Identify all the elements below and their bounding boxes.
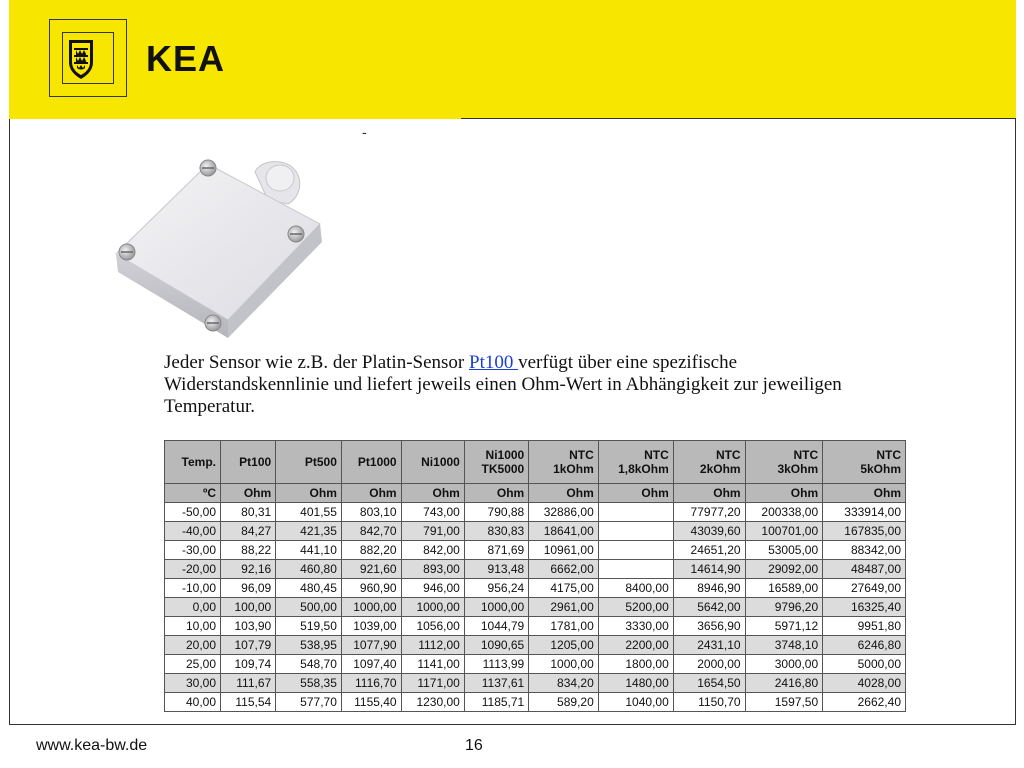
table-cell: 100701,00 bbox=[745, 522, 823, 541]
table-cell: 790,88 bbox=[464, 503, 528, 522]
table-cell: 1141,00 bbox=[401, 655, 464, 674]
table-cell: 1097,40 bbox=[341, 655, 401, 674]
table-cell: 519,50 bbox=[276, 617, 342, 636]
table-cell: 960,90 bbox=[341, 579, 401, 598]
table-cell: 946,00 bbox=[401, 579, 464, 598]
table-cell: 2000,00 bbox=[673, 655, 745, 674]
table-cell: 48487,00 bbox=[823, 560, 906, 579]
table-cell: 1480,00 bbox=[598, 674, 673, 693]
table-cell: 8400,00 bbox=[598, 579, 673, 598]
column-header: NTC 2kOhm bbox=[673, 441, 745, 484]
table-row bbox=[165, 560, 906, 579]
column-header: Pt100 bbox=[221, 441, 276, 484]
table-cell: 0,00 bbox=[165, 598, 221, 617]
table-cell: 1040,00 bbox=[598, 693, 673, 712]
column-unit: Ohm bbox=[529, 484, 599, 503]
column-unit: Ohm bbox=[823, 484, 906, 503]
table-cell: 2416,80 bbox=[745, 674, 823, 693]
table-cell: 577,70 bbox=[276, 693, 342, 712]
table-cell: 1597,50 bbox=[745, 693, 823, 712]
table-cell: 3656,90 bbox=[673, 617, 745, 636]
table-cell: -40,00 bbox=[165, 522, 221, 541]
column-header: NTC 3kOhm bbox=[745, 441, 823, 484]
table-cell: 441,10 bbox=[276, 541, 342, 560]
table-row bbox=[165, 522, 906, 541]
table-cell: 1116,70 bbox=[341, 674, 401, 693]
table-cell: 5971,12 bbox=[745, 617, 823, 636]
table-cell: 80,31 bbox=[221, 503, 276, 522]
description-intro: Jeder Sensor wie z.B. der Platin-Sensor bbox=[164, 352, 469, 373]
temperature-sensor-housing-icon bbox=[108, 142, 338, 342]
table-cell: 791,00 bbox=[401, 522, 464, 541]
table-row bbox=[165, 617, 906, 636]
table-header-row bbox=[165, 441, 906, 484]
table-cell bbox=[598, 522, 673, 541]
table-cell: 92,16 bbox=[221, 560, 276, 579]
table-cell: 1044,79 bbox=[464, 617, 528, 636]
table-cell: 2431,10 bbox=[673, 636, 745, 655]
column-header: Ni1000 TK5000 bbox=[464, 441, 528, 484]
table-cell: 2200,00 bbox=[598, 636, 673, 655]
table-cell: 1112,00 bbox=[401, 636, 464, 655]
column-header: NTC 5kOhm bbox=[823, 441, 906, 484]
table-cell: 88342,00 bbox=[823, 541, 906, 560]
brand-name: KEA bbox=[146, 38, 226, 79]
column-unit: Ohm bbox=[221, 484, 276, 503]
table-cell: 18641,00 bbox=[529, 522, 599, 541]
table-cell: 882,20 bbox=[341, 541, 401, 560]
table-cell: 2961,00 bbox=[529, 598, 599, 617]
table-cell: 103,90 bbox=[221, 617, 276, 636]
table-cell: -20,00 bbox=[165, 560, 221, 579]
table-cell: 29092,00 bbox=[745, 560, 823, 579]
table-row bbox=[165, 636, 906, 655]
pt100-link[interactable]: Pt100 bbox=[469, 352, 519, 373]
table-cell: 2662,40 bbox=[823, 693, 906, 712]
sensor-description bbox=[164, 352, 864, 418]
table-cell: 107,79 bbox=[221, 636, 276, 655]
table-cell: 109,74 bbox=[221, 655, 276, 674]
table-cell: 27649,00 bbox=[823, 579, 906, 598]
table-cell: 1077,90 bbox=[341, 636, 401, 655]
table-cell: 88,22 bbox=[221, 541, 276, 560]
table-cell: 77977,20 bbox=[673, 503, 745, 522]
table-cell: 25,00 bbox=[165, 655, 221, 674]
table-cell: 480,45 bbox=[276, 579, 342, 598]
table-cell: 1000,00 bbox=[464, 598, 528, 617]
table-cell: 9796,20 bbox=[745, 598, 823, 617]
column-unit: Ohm bbox=[401, 484, 464, 503]
table-cell: 1113,99 bbox=[464, 655, 528, 674]
table-cell: 4175,00 bbox=[529, 579, 599, 598]
table-cell: 1171,00 bbox=[401, 674, 464, 693]
table-row bbox=[165, 503, 906, 522]
table-cell: 1056,00 bbox=[401, 617, 464, 636]
table-cell: 871,69 bbox=[464, 541, 528, 560]
table-cell: 558,35 bbox=[276, 674, 342, 693]
table-cell: 3748,10 bbox=[745, 636, 823, 655]
page-number: 16 bbox=[465, 737, 483, 754]
table-cell: 956,24 bbox=[464, 579, 528, 598]
table-cell: -30,00 bbox=[165, 541, 221, 560]
table-cell: 5000,00 bbox=[823, 655, 906, 674]
column-unit: Ohm bbox=[598, 484, 673, 503]
table-cell: 1185,71 bbox=[464, 693, 528, 712]
column-unit: Ohm bbox=[276, 484, 342, 503]
table-cell: 16589,00 bbox=[745, 579, 823, 598]
table-cell: 1205,00 bbox=[529, 636, 599, 655]
table-cell: 1781,00 bbox=[529, 617, 599, 636]
description-rest: verfügt über eine spezifische Widerstandskennlinie und liefert jeweils einen Ohm-Wert in Abhängigkeit zur jeweiligen Temperatur. bbox=[164, 352, 842, 417]
table-cell: 84,27 bbox=[221, 522, 276, 541]
table-cell: 893,00 bbox=[401, 560, 464, 579]
column-unit: ºC bbox=[165, 484, 221, 503]
table-cell: 6246,80 bbox=[823, 636, 906, 655]
table-cell: 10,00 bbox=[165, 617, 221, 636]
table-cell: 20,00 bbox=[165, 636, 221, 655]
column-header: Pt1000 bbox=[341, 441, 401, 484]
table-cell: 24651,20 bbox=[673, 541, 745, 560]
table-cell: 100,00 bbox=[221, 598, 276, 617]
column-header: NTC 1kOhm bbox=[529, 441, 599, 484]
table-cell: 30,00 bbox=[165, 674, 221, 693]
table-cell: 1654,50 bbox=[673, 674, 745, 693]
table-cell: 921,60 bbox=[341, 560, 401, 579]
table-cell: 96,09 bbox=[221, 579, 276, 598]
column-header: Pt500 bbox=[276, 441, 342, 484]
header-bar bbox=[9, 0, 1016, 119]
column-unit: Ohm bbox=[673, 484, 745, 503]
table-cell: 1000,00 bbox=[341, 598, 401, 617]
table-cell: -10,00 bbox=[165, 579, 221, 598]
table-cell: 460,80 bbox=[276, 560, 342, 579]
table-cell: 842,70 bbox=[341, 522, 401, 541]
table-cell: 167835,00 bbox=[823, 522, 906, 541]
table-cell: 32886,00 bbox=[529, 503, 599, 522]
table-cell: 43039,60 bbox=[673, 522, 745, 541]
table-cell bbox=[598, 541, 673, 560]
table-cell: 3330,00 bbox=[598, 617, 673, 636]
table-cell: 16325,40 bbox=[823, 598, 906, 617]
resistance-table bbox=[164, 440, 906, 712]
table-cell: 1000,00 bbox=[401, 598, 464, 617]
column-unit: Ohm bbox=[341, 484, 401, 503]
table-cell: 743,00 bbox=[401, 503, 464, 522]
footer-url: www.kea-bw.de bbox=[36, 737, 148, 754]
table-cell: 200338,00 bbox=[745, 503, 823, 522]
table-cell: 842,00 bbox=[401, 541, 464, 560]
table-body bbox=[165, 503, 906, 712]
table-cell: 40,00 bbox=[165, 693, 221, 712]
table-cell: 9951,80 bbox=[823, 617, 906, 636]
column-header: Temp. bbox=[165, 441, 221, 484]
column-header: Ni1000 bbox=[401, 441, 464, 484]
table-cell: 548,70 bbox=[276, 655, 342, 674]
table-cell: 1230,00 bbox=[401, 693, 464, 712]
table-cell: 6662,00 bbox=[529, 560, 599, 579]
table-cell: 830,83 bbox=[464, 522, 528, 541]
table-cell: 803,10 bbox=[341, 503, 401, 522]
table-cell: 401,55 bbox=[276, 503, 342, 522]
column-header: NTC 1,8kOhm bbox=[598, 441, 673, 484]
table-cell: 333914,00 bbox=[823, 503, 906, 522]
table-cell: 1155,40 bbox=[341, 693, 401, 712]
table-cell: 538,95 bbox=[276, 636, 342, 655]
table-cell: 5642,00 bbox=[673, 598, 745, 617]
table-cell: 1039,00 bbox=[341, 617, 401, 636]
table-cell: 115,54 bbox=[221, 693, 276, 712]
table-row bbox=[165, 598, 906, 617]
table-cell: 10961,00 bbox=[529, 541, 599, 560]
table-cell: 3000,00 bbox=[745, 655, 823, 674]
table-cell: 500,00 bbox=[276, 598, 342, 617]
table-row bbox=[165, 655, 906, 674]
table-cell bbox=[598, 503, 673, 522]
table-units-row bbox=[165, 484, 906, 503]
table-cell: 1137,61 bbox=[464, 674, 528, 693]
table-cell: 5200,00 bbox=[598, 598, 673, 617]
table-cell: 8946,90 bbox=[673, 579, 745, 598]
table-row bbox=[165, 579, 906, 598]
column-unit: Ohm bbox=[464, 484, 528, 503]
table-cell: 1150,70 bbox=[673, 693, 745, 712]
table-cell bbox=[598, 560, 673, 579]
table-cell: -50,00 bbox=[165, 503, 221, 522]
table-cell: 53005,00 bbox=[745, 541, 823, 560]
table-cell: 1090,65 bbox=[464, 636, 528, 655]
table-row bbox=[165, 541, 906, 560]
table-cell: 111,67 bbox=[221, 674, 276, 693]
table-cell: 1000,00 bbox=[529, 655, 599, 674]
table-cell: 589,20 bbox=[529, 693, 599, 712]
table-cell: 4028,00 bbox=[823, 674, 906, 693]
column-unit: Ohm bbox=[745, 484, 823, 503]
table-cell: 421,35 bbox=[276, 522, 342, 541]
table-row bbox=[165, 674, 906, 693]
coat-of-arms-icon bbox=[66, 36, 96, 80]
table-cell: 834,20 bbox=[529, 674, 599, 693]
table-cell: 913,48 bbox=[464, 560, 528, 579]
stray-dash: - bbox=[362, 124, 367, 140]
table-row bbox=[165, 693, 906, 712]
table-cell: 1800,00 bbox=[598, 655, 673, 674]
table-cell: 14614,90 bbox=[673, 560, 745, 579]
